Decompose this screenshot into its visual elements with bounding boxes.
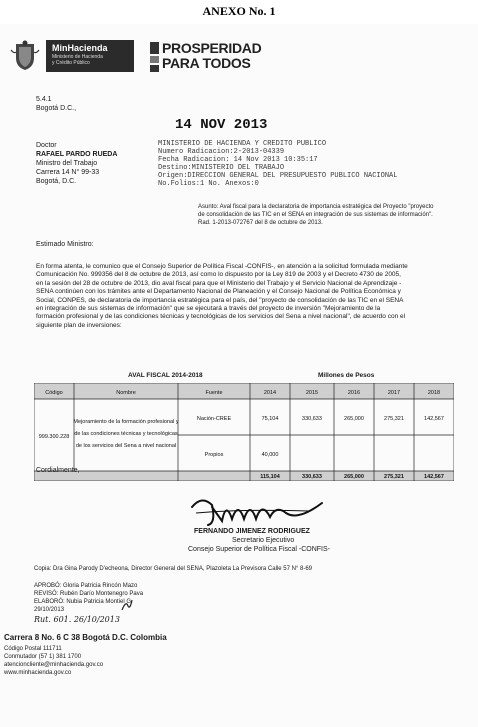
approvals-block: APROBÓ: Gloria Patricia Rincón Mazo REVISÓ: Rubén Darío Montenegro Pava ELABORÓ: Nubia Patricia Montiel G. 29/10/2013: [34, 583, 144, 613]
recipient-block: Doctor RAFAEL PARDO RUEDA Ministro del Trabajo Carrera 14 N° 99-33 Bogotá, D.C.: [36, 142, 118, 185]
coat-of-arms-icon: [10, 40, 40, 72]
header-cell: Nombre: [116, 390, 136, 396]
table-caption: AVAL FISCAL 2014-2018: [128, 372, 203, 379]
body-line: Social, CONPES, de declaratoria de importancia estratégica para el país, del "proyecto de consolidación de las TIC en el SENA: [36, 296, 404, 304]
signer-name: FERNANDO JIMENEZ RODRIGUEZ: [194, 528, 310, 535]
salutation: Estimado Ministro:: [36, 241, 94, 248]
ministry-subtitle: Ministerio de Hacienda y Crédito Público: [52, 54, 103, 66]
date-stamp: 14 NOV 2013: [175, 117, 268, 133]
subject-block: Asunto: Aval fiscal para la declaratoria de importancia estratégica del Proyecto "proyecto de consolidación de las TIC en el SENA en integración de sus sistemas de información". Rad. 1-2013-072767 del 8 de octubre de 2013.: [198, 204, 434, 226]
total-cell: 330,633: [302, 474, 322, 480]
header-cell: 2014: [263, 390, 277, 396]
reference-code: 5.4.1: [36, 96, 52, 103]
project-code: 999.300.228: [38, 434, 70, 440]
prosperity-slogan: PROSPERIDAD PARA TODOS: [162, 40, 262, 71]
body-line: siguiente plan de inversiones:: [36, 321, 122, 329]
value-cell: 330,633: [302, 416, 322, 422]
ministry-logo: [46, 40, 134, 72]
ministry-name: MinHacienda: [52, 43, 108, 53]
header-cell: 2015: [305, 390, 319, 396]
city-line: Bogotá D.C.,: [36, 105, 77, 112]
prosperity-logo-icon: [150, 42, 159, 72]
radicado-stamp: MINISTERIO DE HACIENDA Y CREDITO PUBLICO Numero Radicacion:2-2013-04339 Fecha Radicacion: 14 Nov 2013 10:35:17 Destino:MINISTERIO DEL TRABAJO Origen:DIRECCION GENERAL DEL PRESUPUESTO PUBLICO NACIONAL No.Folios:1 No. Anexos:0: [158, 140, 398, 188]
value-cell: 75,104: [261, 416, 279, 422]
body-line: en integración de sus sistemas de información" que se ejecutará a través del proyecto de inversión "Mejoramiento de la: [36, 305, 381, 313]
body-line: Comunicación No. 999356 del 8 de octubre de 2013, así como lo dispuesto por la Ley 819 de 2003 y el Decreto 4730 de 2005,: [36, 271, 401, 279]
source-cell: Propios: [204, 452, 224, 458]
investment-table: [34, 383, 454, 481]
letter-body: [36, 263, 468, 330]
total-cell: 265,000: [344, 474, 364, 480]
project-name-line: de los servicios del Sena a nivel nacional: [75, 443, 177, 449]
signer-title: Secretario Ejecutivo: [232, 537, 295, 544]
annex-title: ANEXO No. 1: [202, 4, 276, 18]
copy-line: Copia: Dra Gina Parody D'echeona, Director General del SENA, Plazoleta La Previsora Calle 57 N° 8-69: [34, 566, 313, 572]
signer-org: Consejo Superior de Política Fiscal -CONFIS-: [188, 546, 330, 553]
body-line: formación profesional y de las condiciones técnicas y tecnológicas de los servicios del Sena a nivel nacional", de acuerdo con el: [36, 313, 406, 321]
body-line: en la sesión del 28 de octubre de 2013, dio aval fiscal para que el Ministerio del Trabajo y el Servicio Nacional de Aprendizaje -: [36, 279, 402, 287]
source-cell: Nación-CREE: [196, 416, 232, 422]
table-units: Millones de Pesos: [318, 372, 375, 379]
project-name-line: de las condiciones técnicas y tecnológicas: [74, 431, 178, 437]
handwritten-signature: [182, 493, 332, 529]
footer-contact: Código Postal 111711 Conmutador (57 1) 381 1700 atencioncliente@minhacienda.gov.co www.minhacienda.gov.co: [4, 646, 104, 676]
handwritten-note: Rut. 601. 26/10/2013: [34, 615, 120, 624]
body-line: SENA continúen con los trámites ante el Departamento Nacional de Planeación y el Consejo Nacional de Política Económica y: [36, 288, 401, 296]
footer-address: Carrera 8 No. 6 C 38 Bogotá D.C. Colombia: [4, 633, 167, 642]
value-cell: 142,567: [424, 416, 444, 422]
total-cell: 115,104: [260, 474, 280, 480]
value-cell: 265,000: [344, 416, 364, 422]
total-cell: 142,567: [424, 474, 444, 480]
header-cell: 2018: [427, 390, 441, 396]
project-name-line: Mejoramiento de la formación profesional y: [73, 419, 179, 425]
header-cell: Código: [45, 390, 63, 396]
total-cell: 275,321: [384, 474, 404, 480]
value-cell: 275,321: [384, 416, 404, 422]
value-cell: 40,000: [261, 452, 279, 458]
header-cell: 2017: [387, 390, 401, 396]
header-cell: 2016: [347, 390, 361, 396]
initials-mark: [120, 598, 134, 612]
header-cell: Fuente: [205, 390, 223, 396]
body-line: En forma atenta, le comunico que el Consejo Superior de Política Fiscal -CONFIS-, en atención a la solicitud formulada mediante: [36, 263, 408, 270]
closing: Cordialmente,: [36, 467, 80, 474]
